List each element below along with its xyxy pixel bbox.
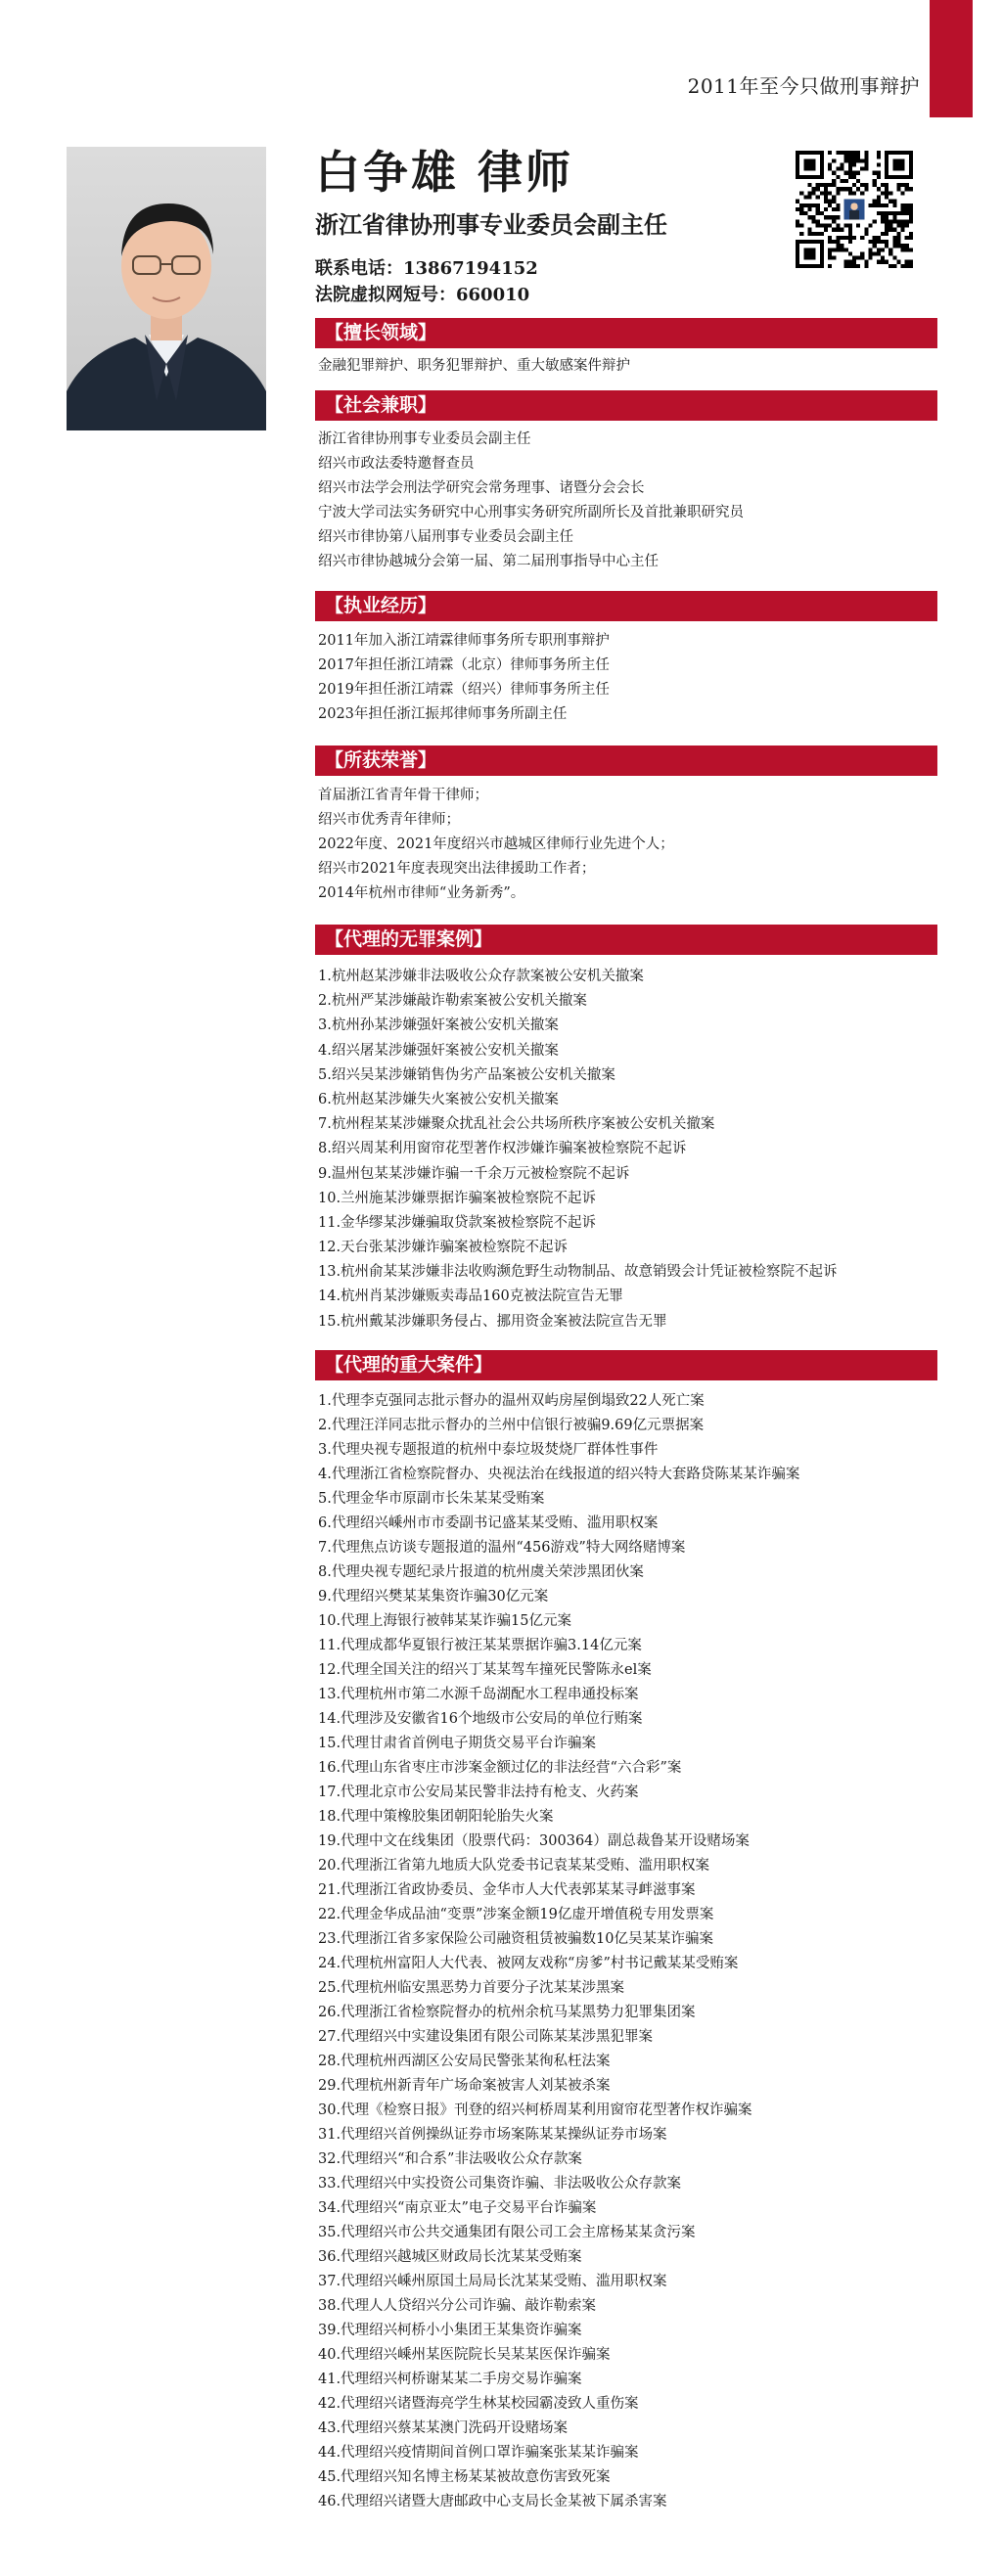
list-item: 8.绍兴周某利用窗帘花型著作权涉嫌诈骗案被检察院不起诉 (318, 1141, 687, 1157)
list-item: 绍兴市政法委特邀督查员 (318, 456, 475, 472)
list-item: 7.代理焦点访谈专题报道的温州“456游戏”特大网络赌博案 (318, 1540, 686, 1556)
lawyer-name: 白争雄 律师 (315, 146, 574, 199)
list-item: 9.温州包某某涉嫌诈骗一千余万元被检察院不起诉 (318, 1165, 630, 1182)
list-item: 22.代理金华成品油“变票”涉案金额19亿虚开增值税专用发票案 (318, 1907, 714, 1922)
list-item: 5.代理金华市原副市长朱某某受贿案 (318, 1491, 545, 1507)
list-item: 26.代理浙江省检察院督办的杭州余杭马某黑势力犯罪集团案 (318, 2005, 696, 2020)
list-item: 29.代理杭州新青年广场命案被害人刘某被杀案 (318, 2078, 611, 2094)
list-item: 30.代理《检察日报》刊登的绍兴柯桥周某利用窗帘花型著作权诈骗案 (318, 2102, 752, 2118)
list-item: 3.杭州孙某涉嫌强奸案被公安机关撤案 (318, 1017, 559, 1034)
list-item: 23.代理浙江省多家保险公司融资租赁被骗数10亿吴某某诈骗案 (318, 1931, 714, 1947)
list-item: 14.代理涉及安徽省16个地级市公安局的单位行贿案 (318, 1711, 643, 1727)
list-item: 1.杭州赵某涉嫌非法吸收公众存款案被公安机关撤案 (318, 969, 644, 984)
list-item: 首届浙江省青年骨干律师； (318, 788, 488, 803)
list-item: 21.代理浙江省政协委员、金华市人大代表郭某某寻衅滋事案 (318, 1882, 696, 1898)
header-tagline: 2011年至今只做刑事辩护 (687, 74, 920, 98)
list-item: 9.代理绍兴樊某某集资诈骗30亿元案 (318, 1589, 549, 1604)
list-item: 8.代理央视专题纪录片报道的杭州虞关荣涉黑团伙案 (318, 1564, 644, 1580)
list-item: 5.绍兴吴某涉嫌销售伪劣产品案被公安机关撤案 (318, 1066, 615, 1083)
section-heading-experience: 【执业经历】 (315, 591, 937, 621)
list-item: 2019年担任浙江靖霖（绍兴）律师事务所主任 (318, 682, 610, 698)
list-item: 42.代理绍兴诸暨海亮学生林某校园霸凌致人重伤案 (318, 2396, 639, 2412)
list-item: 44.代理绍兴疫情期间首例口罩诈骗案张某某诈骗案 (318, 2445, 639, 2461)
list-item: 16.代理山东省枣庄市涉案金额过亿的非法经营“六合彩”案 (318, 1760, 682, 1776)
list-item: 3.代理央视专题报道的杭州中泰垃圾焚烧厂群体性事件 (318, 1442, 659, 1458)
major-cases-list (318, 1389, 799, 2514)
list-item: 10.兰州施某涉嫌票据诈骗案被检察院不起诉 (318, 1190, 597, 1206)
list-item: 4.代理浙江省检察院督办、央视法治在线报道的绍兴特大套路贷陈某某诈骗案 (318, 1467, 800, 1482)
list-item: 37.代理绍兴嵊州原国土局局长沈某某受贿、滥用职权案 (318, 2274, 667, 2289)
list-item: 40.代理绍兴嵊州某医院院长吴某某医保诈骗案 (318, 2347, 611, 2363)
lawyer-title: 浙江省律协刑事专业委员会副主任 (315, 210, 667, 239)
list-item: 35.代理绍兴市公共交通集团有限公司工会主席杨某某贪污案 (318, 2225, 696, 2240)
list-item: 2.杭州严某涉嫌敲诈勒索案被公安机关撤案 (318, 993, 587, 1010)
list-item: 7.杭州程某某涉嫌聚众扰乱社会公共场所秩序案被公安机关撤案 (318, 1116, 715, 1133)
list-item: 18.代理中策橡胶集团朝阳轮胎失火案 (318, 1809, 554, 1825)
list-item: 绍兴市优秀青年律师； (318, 812, 460, 828)
list-item: 19.代理中文在线集团（股票代码：300364）副总裁鲁某开设赌场案 (318, 1833, 750, 1849)
list-item: 4.绍兴屠某涉嫌强奸案被公安机关撤案 (318, 1042, 559, 1059)
portrait-illustration (67, 147, 266, 430)
list-item: 2014年杭州市律师“业务新秀”。 (318, 885, 525, 901)
list-item: 46.代理绍兴诸暨大唐邮政中心支局长金某被下属杀害案 (318, 2494, 667, 2509)
list-item: 绍兴市法学会刑法学研究会常务理事、诸暨分会会长 (318, 480, 645, 496)
list-item: 12.天台张某涉嫌诈骗案被检察院不起诉 (318, 1240, 569, 1256)
list-item: 33.代理绍兴中实投资公司集资诈骗、非法吸收公众存款案 (318, 2176, 682, 2192)
list-item: 1.代理李克强同志批示督办的温州双屿房屋倒塌致22人死亡案 (318, 1393, 705, 1409)
qr-code[interactable] (796, 149, 913, 270)
section-heading-expertise: 【擅长领域】 (315, 318, 937, 348)
list-item: 15.代理甘肃省首例电子期货交易平台诈骗案 (318, 1736, 597, 1751)
list-item: 17.代理北京市公安局某民警非法持有枪支、火药案 (318, 1785, 639, 1800)
list-item: 2.代理汪洋同志批示督办的兰州中信银行被骗9.69亿元票据案 (318, 1418, 705, 1433)
list-item: 14.杭州肖某涉嫌贩卖毒品160克被法院宣告无罪 (318, 1288, 623, 1305)
list-item: 27.代理绍兴中实建设集团有限公司陈某某涉黑犯罪案 (318, 2029, 654, 2045)
section-heading-acquittal: 【代理的无罪案例】 (315, 925, 937, 955)
list-item: 20.代理浙江省第九地质大队党委书记袁某某受贿、滥用职权案 (318, 1858, 710, 1874)
experience-list (318, 629, 610, 727)
section-heading-honors: 【所获荣誉】 (315, 746, 937, 776)
lawyer-portrait (67, 147, 266, 430)
list-item: 39.代理绍兴柯桥小小集团王某集资诈骗案 (318, 2323, 582, 2338)
list-item: 6.杭州赵某涉嫌失火案被公安机关撤案 (318, 1091, 559, 1107)
acquittal-list (318, 965, 838, 1334)
list-item: 6.代理绍兴嵊州市市委副书记盛某某受贿、滥用职权案 (318, 1515, 659, 1531)
list-item: 10.代理上海银行被韩某某诈骗15亿元案 (318, 1613, 572, 1629)
section-heading-social: 【社会兼职】 (315, 390, 937, 421)
list-item: 绍兴市律协越城分会第一届、第二届刑事指导中心主任 (318, 554, 659, 569)
list-item: 浙江省律协刑事专业委员会副主任 (318, 431, 531, 447)
list-item: 2022年度、2021年度绍兴市越城区律师行业先进个人； (318, 836, 674, 852)
list-item: 13.代理杭州市第二水源千岛湖配水工程串通投标案 (318, 1687, 639, 1702)
list-item: 金融犯罪辩护、职务犯罪辩护、重大敏感案件辩护 (318, 358, 630, 374)
corner-accent-bar (930, 0, 973, 117)
list-item: 11.代理成都华夏银行被汪某某票据诈骗3.14亿元案 (318, 1638, 642, 1653)
social-list (318, 428, 744, 574)
contact-short-code: 法院虚拟网短号：660010 (315, 285, 530, 305)
list-item: 41.代理绍兴柯桥谢某某二手房交易诈骗案 (318, 2372, 582, 2387)
list-item: 25.代理杭州临安黑恶势力首要分子沈某某涉黑案 (318, 1980, 625, 1996)
list-item: 11.金华缪某涉嫌骗取贷款案被检察院不起诉 (318, 1214, 597, 1231)
list-item: 28.代理杭州西湖区公安局民警张某徇私枉法案 (318, 2054, 611, 2069)
list-item: 13.杭州俞某某涉嫌非法收购濒危野生动物制品、故意销毁会计凭证被检察院不起诉 (318, 1264, 838, 1281)
list-item: 24.代理杭州富阳人大代表、被网友戏称“房爹”村书记戴某某受贿案 (318, 1956, 739, 1971)
list-item: 12.代理全国关注的绍兴丁某某驾车撞死民警陈永el案 (318, 1662, 652, 1678)
list-item: 2017年担任浙江靖霖（北京）律师事务所主任 (318, 657, 610, 673)
expertise-list (318, 354, 630, 379)
list-item: 38.代理人人贷绍兴分公司诈骗、敲诈勒索案 (318, 2298, 597, 2314)
list-item: 34.代理绍兴“南京亚太”电子交易平台诈骗案 (318, 2200, 597, 2216)
list-item: 32.代理绍兴“和合系”非法吸收公众存款案 (318, 2151, 582, 2167)
list-item: 31.代理绍兴首例操纵证券市场案陈某某操纵证券市场案 (318, 2127, 667, 2143)
qr-code-graphic (796, 149, 913, 270)
contact-phone: 联系电话：13867194152 (315, 258, 538, 279)
honors-list (318, 784, 674, 906)
list-item: 36.代理绍兴越城区财政局长沈某某受贿案 (318, 2249, 582, 2265)
list-item: 43.代理绍兴蔡某某澳门洗码开设赌场案 (318, 2420, 569, 2436)
list-item: 2011年加入浙江靖霖律师事务所专职刑事辩护 (318, 633, 610, 649)
list-item: 宁波大学司法实务研究中心刑事实务研究所副所长及首批兼职研究员 (318, 505, 744, 520)
section-heading-major: 【代理的重大案件】 (315, 1350, 937, 1380)
list-item: 绍兴市律协第八届刑事专业委员会副主任 (318, 529, 573, 545)
list-item: 2023年担任浙江振邦律师事务所副主任 (318, 706, 568, 722)
list-item: 15.杭州戴某涉嫌职务侵占、挪用资金案被法院宣告无罪 (318, 1313, 667, 1330)
list-item: 45.代理绍兴知名博主杨某某被故意伤害致死案 (318, 2469, 611, 2485)
list-item: 绍兴市2021年度表现突出法律援助工作者； (318, 861, 596, 877)
